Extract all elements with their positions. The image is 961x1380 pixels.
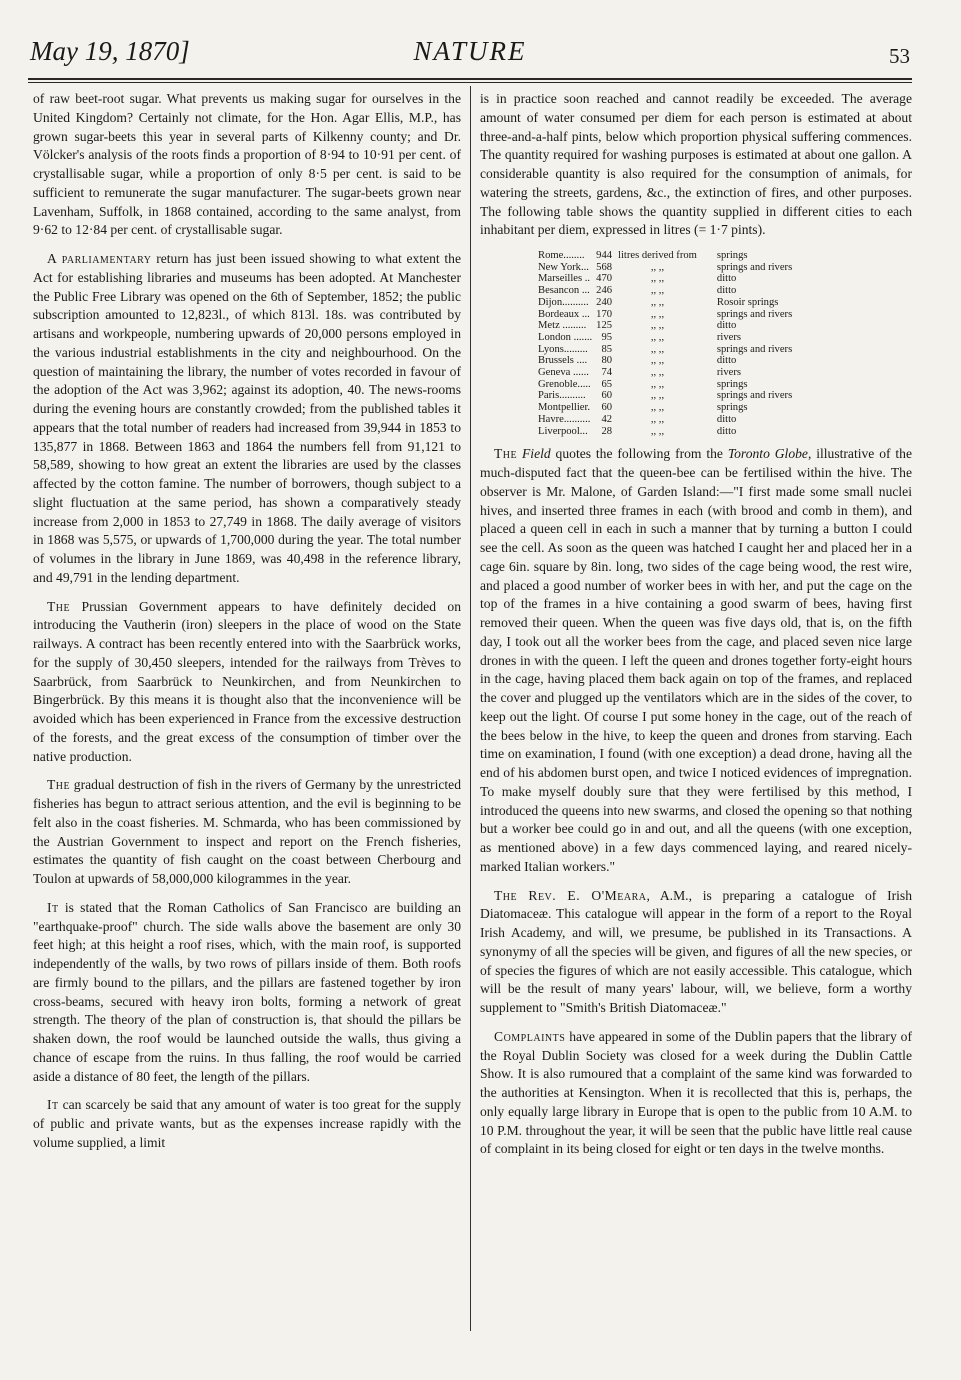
right-column xyxy=(480,90,912,1169)
source-cell: Rosoir springs xyxy=(716,296,779,308)
table-row xyxy=(538,402,796,414)
publication-name: Toronto Globe xyxy=(727,446,808,462)
lead-in: It xyxy=(47,1097,59,1113)
derived-cell: ,, ,, xyxy=(650,355,665,367)
litres-cell: 568 xyxy=(596,261,613,273)
litres-cell: 28 xyxy=(601,425,613,437)
header-rule xyxy=(28,78,912,80)
litres-cell: 246 xyxy=(596,285,613,297)
paragraph-sugar: of raw beet-root sugar. What prevents us making sugar for ourselves in the United Kingdom? Certainly not climate, for the Hon. Agar Ellis, M.P., has grown sugar-beets this year in several parts of Kilkenny county; and Dr. Völcker's analysis of the roots finds a proportion of 8·94 to 10·91 per cent. of crystallisable sugar, while a proportion of only 8·5 per cent. is said to be sufficient to remunerate the sugar manufacturer. The sugar-beets grown near Lavenham, Suffolk, in 1868 contained, according to the same analyst, from 9·62 to 12·84 per cent. of crystallisable sugar. xyxy=(33,91,461,238)
paragraph-prussian xyxy=(33,598,461,767)
derived-cell: ,, ,, xyxy=(650,285,665,297)
litres-cell: 170 xyxy=(596,308,613,320)
derived-cell: ,, ,, xyxy=(650,261,665,273)
derived-cell: ,, ,, xyxy=(650,402,665,414)
page-number: 53 xyxy=(889,44,910,68)
city-cell: Bordeaux ... xyxy=(538,308,590,320)
lead-in: It xyxy=(47,899,59,915)
table-row xyxy=(538,320,796,332)
table-row xyxy=(538,390,796,402)
derived-cell: ,, ,, xyxy=(650,273,665,285)
source-cell: ditto xyxy=(716,320,737,332)
paragraph-text: , illustrative of the much-disputed fact that the queen-bee can be fertilised within the hive. The observer is Mr. Malone, of Garden Island:—"I first made some small nuclei hives, and inserted three frames in each (with brood and comb in them), and placed a queen cell in each in such a manner that by turning a button I could see the cell. As soon as the queen was hatched I caught her and placed her in a cage 6in. square by 8in. long, two sides of the cage being wood, the rest wire, and placed a good number of worker bees in with her, and put the cage on the top of the frames in a hive containing a good swarm of bees, having first removed their queen. When the queen was five days old, that is, on the fifth day, I took out all the worker bees from the cage, and placed seven nice large drones in with the queen. I left the queen and drones together forty-eight hours in the cage, having placed them back again on top of the frames, and replaced the cover and plugged up the ventilators which are in the sides of the cover, to keep out the light. Of course I put some honey in the cage, out of the reach of the bees below in the hive, to keep the queen and drones from starving. Each time on examination, I found (with one exception) a dead drone, having all the end of his abdomen burst open, and twice I noticed evidences of impregnation. To make myself doubly sure that they were fertilised by this method, I introduced the queens into new swarms, and closed the opening so that nothing but a worker bee could go in and out, and all the queens (with one exception, as mentioned above) in a few days commenced laying, and reared nicely-marked Italian workers." xyxy=(480,446,912,874)
source-cell: rivers xyxy=(716,331,742,343)
litres-cell: 944 xyxy=(596,250,613,261)
city-cell: Metz ......... xyxy=(538,320,587,332)
city-cell: New York... xyxy=(538,261,589,273)
left-column xyxy=(33,90,461,1163)
paragraph-text: return has just been issued showing to what extent the Act for establishing libraries and museums has been adopted. At Manchester the Public Free Library was opened on the 6th of September, 1852; the public subscription amounted to 12,823l., of which 813l. 18s. was contributed by artisans and workpeople, numbering upwards of 20,000 persons employed in the various industrial establishments in the city and neighbourhood. On the question of maintaining the library, the number of votes recorded in favour of the adoption of the Act was 3,962; against its adoption, 40. The news-rooms during the evening hours are constantly crowded; from the published tables it appears that the total number of readers had increased from 39,944 in 1853 to 135,877 in 1868. Between 1863 and 1864 the numbers fell from 91,121 to 58,589, showing to how great an extent the libraries are used by the classes affected by the cotton famine. The number of borrowers, though subject to a slight fluctuation at the same period, has shown a comparatively steady increase from 2,000 in 1853 to 27,749 in 1868. The daily average of visitors in 1868 was 5,575, or upwards of 1,700,000 during the year. The total number of volumes in the library in June 1869, was 40,498 in the reference library, and 49,791 in the lending department. xyxy=(33,251,461,585)
lead-in: The xyxy=(47,777,71,793)
table-row xyxy=(538,332,796,344)
derived-cell: ,, ,, xyxy=(650,413,665,425)
page-header xyxy=(30,36,910,72)
source-cell: ditto xyxy=(716,273,737,285)
table-row xyxy=(538,262,796,274)
paragraph-text: can scarcely be said that any amount of water is too great for the supply of public and private wants, but as the expenses increase rapidly with the volume supplied, a limit xyxy=(33,1097,461,1150)
paragraph-text: , A.M., is preparing a catalogue of Irish Diatomaceæ. This catalogue will appear in the form of a report to the Royal Irish Academy, and will, we presume, be published in its Transactions. A synonymy of all the species will be given, and figures of all the new species, or of species the figures of which are not easily accessible. This catalogue, which will be the result of many years' labour, will, we believe, form a worthy supplement to "Smith's British Diatomaceæ." xyxy=(480,887,912,1015)
litres-cell: 60 xyxy=(601,402,613,414)
litres-cell: 470 xyxy=(596,273,613,285)
table-row xyxy=(538,285,796,297)
litres-cell: 42 xyxy=(601,413,613,425)
paragraph-dublin-library xyxy=(480,1028,912,1159)
city-cell: Paris.......... xyxy=(538,390,586,402)
litres-cell: 240 xyxy=(596,296,613,308)
table-row xyxy=(538,367,796,379)
table-row xyxy=(538,297,796,309)
city-cell: Liverpool... xyxy=(538,425,588,437)
city-cell: Brussels .... xyxy=(538,355,588,367)
derived-cell: ,, ,, xyxy=(650,308,665,320)
table-row xyxy=(538,426,796,438)
publication-name: Field xyxy=(522,446,551,462)
paragraph-text: gradual destruction of fish in the rivers of Germany by the unrestricted fisheries has begun to attract serious attention, and the evil is beginning to be felt also in the coast fisheries. M. Schmarda, who has been commissioned by the Austrian Government to inspect and report on the French fisheries, estimates the quantity of fish caught on the coast between Cherbourg and Toulon at upwards of 58,000,000 kilogrammes in the year. xyxy=(33,777,461,886)
source-cell: ditto xyxy=(716,425,737,437)
derived-cell: ,, ,, xyxy=(650,296,665,308)
paragraph-text: Prussian Government appears to have definitely decided on introducing the Vautherin (iron) sleepers in the place of wood on the State railways. A contract has been recently entered into with the Saarbrück works, for the supply of 30,450 sleepers, intended for the railways from Trèves to Saarbrück, from Saarbrück to Neunkirchen, and from Neunkirchen to Bingerbrück. By this means it is thought also that the inconvenience will be avoided which has been experienced in France from the excessive destruction of the forests, and the great excess of the consumption of timber over the native production. xyxy=(33,598,461,764)
table-row xyxy=(538,250,796,262)
source-cell: springs xyxy=(716,250,748,261)
litres-cell: 125 xyxy=(596,320,613,332)
litres-cell: 60 xyxy=(601,390,613,402)
source-cell: ditto xyxy=(716,355,737,367)
litres-cell: 80 xyxy=(601,355,613,367)
paragraph-text: have appeared in some of the Dublin papers that the library of the Royal Dublin Society was closed for a week during the Dublin Cattle Show. It is also rumoured that a complaint of the same kind was forwarded to the authorities at Kensington. When it is recollected that this is, perhaps, the only equally large library in Europe that is open to the public from 10 A.M. to 10 P.M. throughout the year, it will be seen that the public have little real cause of complaint in its being closed for eight or ten days in the twelve months. xyxy=(480,1028,912,1157)
derived-cell: ,, ,, xyxy=(650,320,665,332)
issue-date: May 19, 1870] xyxy=(30,36,190,66)
table-row xyxy=(538,344,796,356)
source-cell: springs and rivers xyxy=(716,390,793,402)
paragraph-fish xyxy=(33,776,461,889)
source-cell: ditto xyxy=(716,413,737,425)
paragraph-bees xyxy=(480,445,912,876)
lead-in: The Rev. E. O'Meara xyxy=(494,887,647,903)
source-cell: rivers xyxy=(716,367,742,379)
table-row xyxy=(538,379,796,391)
city-cell: Dijon.......... xyxy=(538,296,589,308)
litres-cell: 85 xyxy=(601,343,613,355)
paragraph-church xyxy=(33,899,461,1087)
source-cell: springs and rivers xyxy=(716,343,793,355)
paragraph-diatomaceae xyxy=(480,887,912,1018)
city-cell: Lyons......... xyxy=(538,343,588,355)
table-row xyxy=(538,309,796,321)
derived-cell: ,, ,, xyxy=(650,343,665,355)
city-cell: Marseilles .. xyxy=(538,273,591,285)
derived-cell: ,, ,, xyxy=(650,425,665,437)
paragraph-text: is stated that the Roman Catholics of San Francisco are building an "earthquake-proof" church. The side walls above the basement are only 30 feet high; at this height a roof rises, which, with the main roof, is supported independently of the walls, by two rows of pillars inside of them. Both roofs are firmly bound to the pillars, and the pillars are fastened together by iron cross-beams, secured with heavy iron bolts, forming a network of great strength. The theory of the plan of construction is, that should the pillars be shaken down, the roof would be launched outside the walls, thus giving a chance of escape from the ruins. In thus falling, the roof would be carried aside a distance of 80 feet, the length of the pillars. xyxy=(33,899,461,1084)
source-cell: springs and rivers xyxy=(716,308,793,320)
litres-cell: 65 xyxy=(601,378,613,390)
city-cell: Rome........ xyxy=(538,250,585,261)
city-cell: Montpellier. xyxy=(538,402,591,414)
paragraph-water xyxy=(33,1096,461,1152)
lead-in: A parliamentary xyxy=(47,251,152,266)
derived-cell: ,, ,, xyxy=(650,390,665,402)
derived-cell: litres derived from xyxy=(618,250,697,261)
source-cell: springs xyxy=(716,378,748,390)
city-cell: London ....... xyxy=(538,331,593,343)
city-cell: Geneva ...... xyxy=(538,367,589,379)
paragraph-text: quotes the following from the xyxy=(550,446,728,462)
source-cell: ditto xyxy=(716,285,737,297)
water-supply-table xyxy=(538,250,796,437)
header-rule-thin xyxy=(28,82,912,83)
lead-in: Complaints xyxy=(494,1028,566,1044)
column-divider xyxy=(470,86,471,1331)
derived-cell: ,, ,, xyxy=(650,378,665,390)
table-row xyxy=(538,355,796,367)
source-cell: springs and rivers xyxy=(716,261,793,273)
litres-cell: 95 xyxy=(601,331,613,343)
derived-cell: ,, ,, xyxy=(650,367,665,379)
table-row xyxy=(538,273,796,285)
paragraph-water-continued: is in practice soon reached and cannot readily be exceeded. The average amount of water consumed per diem for each person is estimated at about three-and-a-half pints, below which proportion physical suffering commences. The quantity required for washing purposes is estimated at about one gallon. A considerable quantity is also required for the consumption of animals, for watering the streets, gardens, &c., the extinction of fires, and other purposes. The following table shows the quantity supplied in different cities to each inhabitant per diem, expressed in litres (= 1·7 pints). xyxy=(480,91,912,238)
source-cell: springs xyxy=(716,402,748,414)
paragraph-libraries xyxy=(33,250,461,588)
city-cell: Havre.......... xyxy=(538,413,591,425)
lead-in: The xyxy=(494,446,518,462)
litres-cell: 74 xyxy=(601,367,613,379)
derived-cell: ,, ,, xyxy=(650,331,665,343)
city-cell: Grenoble..... xyxy=(538,378,591,390)
table-row xyxy=(538,414,796,426)
journal-title: NATURE xyxy=(413,36,527,66)
lead-in: The xyxy=(47,598,71,614)
city-cell: Besancon ... xyxy=(538,285,590,297)
